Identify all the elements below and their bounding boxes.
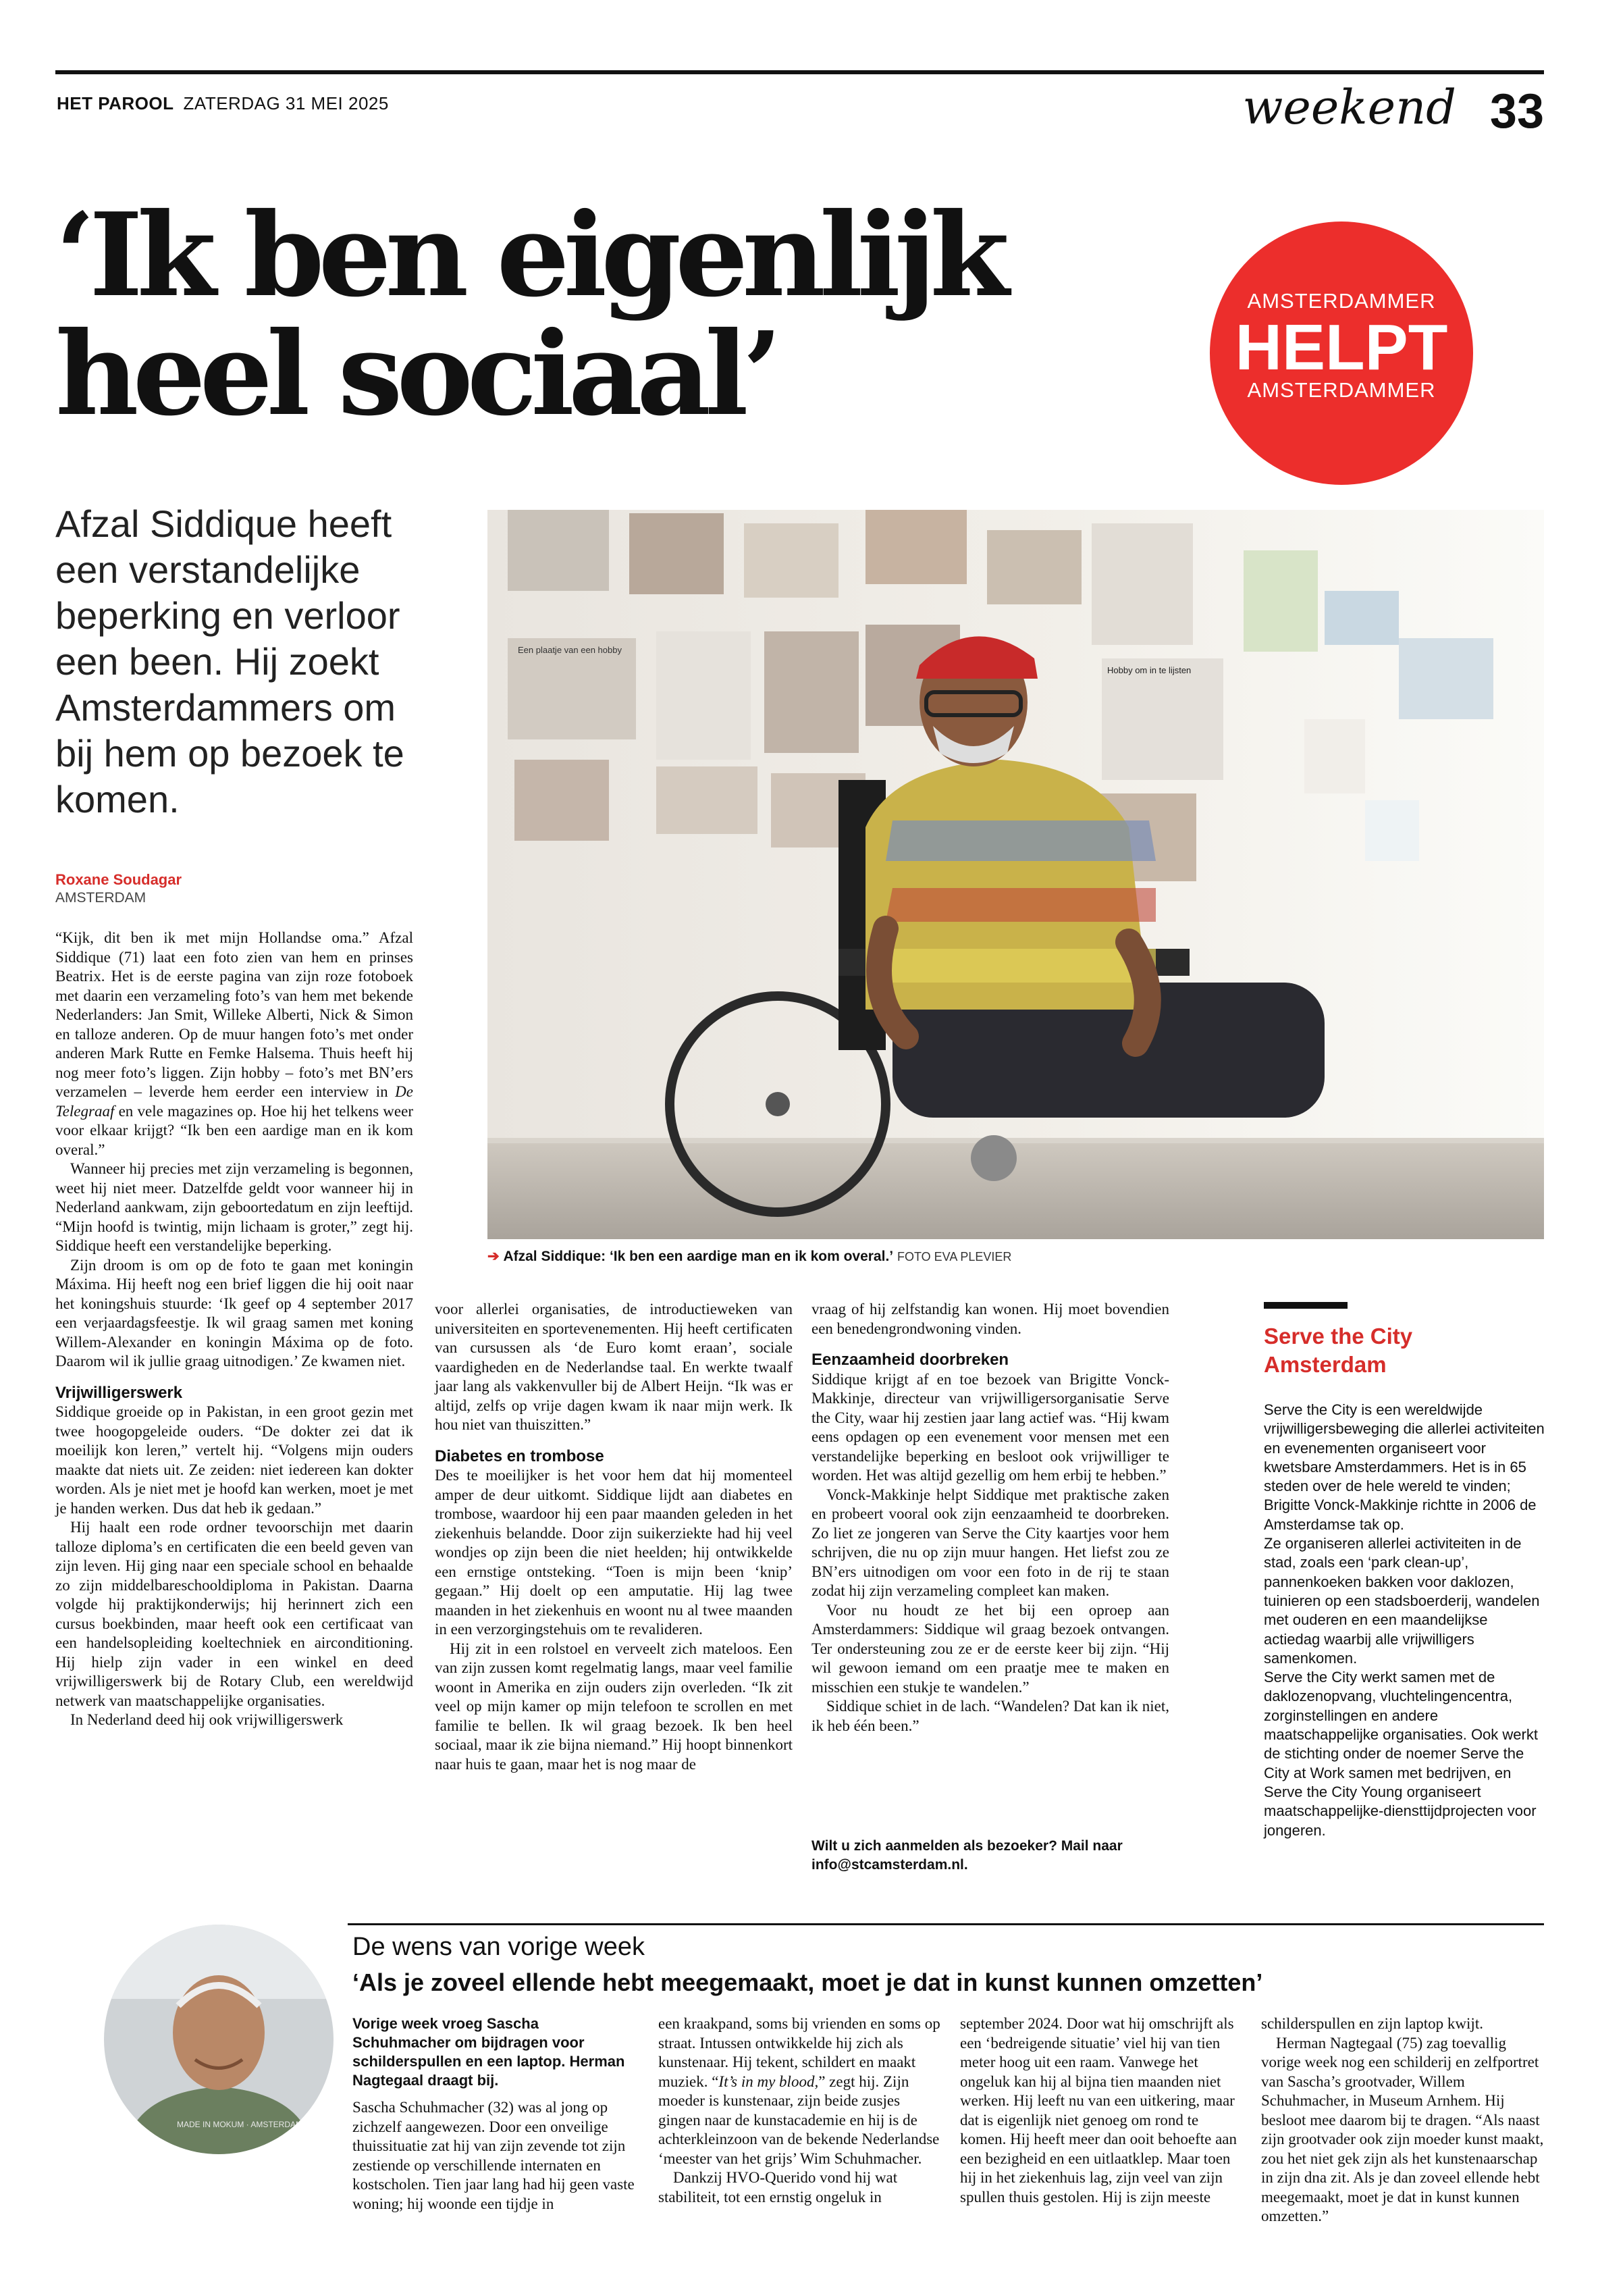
article-paragraph: In Nederland deed hij ook vrijwilligerswerk	[70, 1711, 344, 1728]
intro: Afzal Siddique heeft een verstandelijke beperking en verloor een been. Hij zoekt Amsterdammers om bij hem op bezoek te komen.	[55, 502, 404, 820]
main-photo	[487, 510, 1544, 1239]
shirt-print: MADE IN MOKUM · AMSTERDAM	[177, 2120, 303, 2129]
clipping-label-1: Een plaatje van een hobby	[518, 645, 622, 655]
page-number: 33	[1489, 84, 1544, 138]
wish-rule	[348, 1923, 1544, 1925]
photo-wheelchair-man	[487, 510, 1544, 1239]
wish-paragraph: een kraakpand, soms bij vrienden en soms op straat. Intussen ontwikkelde hij zich als kunstenaar. Hij tekent, schildert en maakt muziek. “It’s in my blood,” zegt hij. Zijn moeder is kunstenaar, zijn beide zusjes gingen naar de kunstacademie en hij is de achterkleinzoon van de bekende Nederlandse ‘meester van het grijs’ Wim Schuhmacher.	[658, 2015, 940, 2167]
subheading: Eenzaamheid doorbreken	[811, 1351, 1009, 1369]
article-column-1	[55, 929, 413, 1730]
sidebar-paragraph: Ze organiseren allerlei activiteiten in de stad, zoals een ‘park clean-up’, pannenkoeken bakken voor daklozen, tuinieren op een stadsboerderij, wandelen met ouderen en een maandelijkse actiedag waarbij alle vrijwilligers samenkomen.	[1264, 1535, 1540, 1667]
wish-kicker: De wens van vorige week	[352, 1933, 645, 1961]
article-paragraph: Wanneer hij precies met zijn verzameling is begonnen, weet hij niet meer. Datzelfde geldt voor wanneer hij in Nederland aankwam, zijn geboortedatum en zijn leeftijd. “Mijn hoofd is twintig, mijn lichaam is groter,” zegt hij. Siddique heeft een verstandelijke beperking.	[55, 1160, 413, 1254]
wish-column-4	[1261, 2014, 1545, 2226]
headline	[55, 188, 1169, 442]
sidebar-body	[1264, 1401, 1547, 1840]
clipping-label-2: Hobby om in te lijsten	[1107, 665, 1192, 675]
badge-middle: HELPT	[1235, 311, 1448, 384]
caption-text: Afzal Siddique: ‘Ik ben een aardige man en ik kom overal.’	[503, 1249, 894, 1264]
signup-callout: Wilt u zich aanmelden als bezoeker? Mail naar info@stcamsterdam.nl.	[811, 1838, 1123, 1873]
article-paragraph: Des te moeilijker is het voor hem dat hij momenteel amper de deur uitkomt. Siddique lijdt aan diabetes en trombose, waardoor hij een paar maanden geleden in het ziekenhuis belandde. Door zijn suikerziekte had hij veel wondjes op zijn been die niet heelden; hij ontwikkelde een ernstige ontsteking. “Toen is mijn been ‘knip’ gegaan.” Hij doelt op een amputatie. Hij lag twee maanden in het ziekenhuis en woont nu al twee maanden in een verzorgingstehuis om te revalideren.	[435, 1467, 793, 1638]
sidebar-paragraph: Serve the City is een wereldwijde vrijwilligersbeweging die allerlei activiteiten en evenementen organiseert voor kwetsbare Amsterdammers. Het is in 65 steden over de hele wereld te vinden; Brigitte Vonck-Makkinje richtte in 2006 de Amsterdamse tak op.	[1264, 1401, 1545, 1533]
wish-paragraph: Sascha Schuhmacher (32) was al jong op zichzelf aangewezen. Door een onveilige thuissituatie zat hij van zijn zevende tot zijn zestiende op verschillende internaten en kostscholen. Tien jaar lang had hij geen vaste woning; hij woonde een tijdje in	[352, 2099, 635, 2212]
section-name: weekend	[1242, 80, 1456, 135]
wish-paragraph: september 2024. Door wat hij omschrijft als een ‘bedreigende situatie’ viel hij van tien meter hoog uit een raam. Vanwege het ongeluk kan hij al bijna tien maanden niet werken. Hij leeft nu van een uitkering, maar dat is eigenlijk niet genoeg om rond te komen. Hij heeft meer dan ooit behoefte aan een bezigheid en een uitlaatklep. Maar toen hij in het ziekenhuis lag, zijn veel van zijn spullen thuis gestolen. Hij is zijn meeste	[960, 2015, 1237, 2206]
subheading: Vrijwilligerswerk	[55, 1383, 183, 1402]
dateline-location: AMSTERDAM	[55, 890, 147, 906]
wish-column-1	[352, 2014, 636, 2214]
wish-column-3	[960, 2014, 1244, 2207]
article-paragraph: Siddique groeide op in Pakistan, in een groot gezin met twee hoogopgeleide ouders. “De dokter zei dat ik moeilijk kon leren,” vertelt hij. “Volgens mijn ouders maakte dat niets uit. Ze zeiden: niet iedereen kan dokter worden. Als je niet met je hoofd kan werken, moet je met je handen werken. Dus dat heb ik gedaan.”	[55, 1403, 413, 1517]
arrow-right-icon: ➔	[487, 1249, 500, 1264]
subheading: Diabetes en trombose	[435, 1446, 604, 1465]
article-paragraph: Siddique schiet in de lach. “Wandelen? Dat kan ik niet, ik heb één been.”	[811, 1698, 1169, 1734]
article-paragraph: vraag of hij zelfstandig kan wonen. Hij moet bovendien een benedengrondwoning vinden.	[811, 1301, 1169, 1337]
article-column-2	[435, 1300, 793, 1774]
article-paragraph: Hij haalt een rode ordner tevoorschijn met daarin talloze diploma’s en certificaten die een beeld geven van zijn leven. Hij ging naar een speciale school en behaalde zo zijn middelbareschooldiploma in Pakistan. Daarna volgde hij praktijkonderwijs; hij herinnert zich een cursus boekbinden, maar heeft ook een certificaat van een handelsopleiding koeltechniek en airconditioning. Hij hielp zijn vader in een winkel en deed vrijwilligerswerk bij de Rotary Club, een wereldwijd netwerk van maatschappelijke organisaties.	[55, 1519, 413, 1709]
wish-headline: ‘Als je zoveel ellende hebt meegemaakt, moet je dat in kunst kunnen omzetten’	[352, 1968, 1263, 1996]
wish-paragraph: Dankzij HVO-Querido vond hij wat stabiliteit, tot een ernstig ongeluk in	[658, 2169, 898, 2206]
sidebar-paragraph: Serve the City werkt samen met de daklozenopvang, vluchtelingencentra, zorginstellingen en andere maatschappelijke organisaties. Ook werkt de stichting onder de noemer Serve the City at Work samen met bedrijven, en Serve the City Young organiseert maatschappelijke-diensttijdprojecten voor jongeren.	[1264, 1669, 1538, 1839]
portrait-man	[104, 1925, 334, 2154]
headline-line-1: ‘Ik ben eigenlijk	[55, 188, 1004, 323]
article-paragraph: Vonck-Makkinje helpt Siddique met praktische zaken en probeert vooral ook zijn eenzaamheid te doorbreken. Zo liet ze jongeren van Serve the City kaartjes voor hem schrijven, die nu op zijn muur hangen. Het liefst zou ze BN’ers uitnodigen om voor een foto in de rij te staan zodat hij zijn verzameling compleet kan maken.	[811, 1486, 1169, 1599]
article-paragraph: “Kijk, dit ben ik met mijn Hollandse oma.” Afzal Siddique (71) laat een foto zien van hem en prinses Beatrix. Het is de eerste pagina van zijn roze fotoboek met daarin een verzameling foto’s van hem met bekende Nederlanders: Jan Smit, Willeke Alberti, Nick & Simon en talloze anderen. Op de muur hangen foto’s met onder anderen Mark Rutte en Femke Halsema. Thuis heeft hij nog meer foto’s liggen. Zijn hobby – foto’s met BN’ers verzamelen – leverde hem eerder een interview in De Telegraaf en vele magazines op. Hoe hij het telkens weer voor elkaar krijgt? “Ik ben een aardige man en ik kom overal.”	[55, 929, 413, 1158]
sidebar-title: Serve the City Amsterdam	[1264, 1324, 1413, 1377]
wish-paragraph: Herman Nagtegaal (75) zag toevallig vorige week nog een schilderij en zelfportret van Sascha’s grootvader, Willem Schuhmacher, in Museum Arnhem. Hij besloot mee daarom bij te dragen. “Als naast zijn grootvader ook zijn moeder kunst maakt, zou het niet gek zijn als het kunstenaarschap in zijn dna zit. Als je dan zoveel ellende hebt meegemaakt, moet je dat in kunst kunnen omzetten.”	[1261, 2034, 1544, 2224]
photo-credit: FOTO EVA PLEVIER	[897, 1250, 1012, 1263]
sidebar-rule	[1264, 1302, 1348, 1309]
wish-paragraph: schilderspullen en zijn laptop kwijt.	[1261, 2015, 1483, 2032]
portrait-photo	[104, 1925, 334, 2154]
wish-lead: Vorige week vroeg Sascha Schuhmacher om bijdragen voor schilderspullen en een laptop. Herman Nagtegaal draagt bij.	[352, 2015, 625, 2089]
article-paragraph: Zijn droom is om op de foto te gaan met koningin Máxima. Hij heeft nog een brief liggen die hij ooit naar het koningshuis stuurde: ‘Ik geef op 4 september 2017 een verjaardagsfeestje. Ik wil graag samen met koning Willem-Alexander en koningin Máxima op de foto. Daarom wil ik jullie graag uitnodigen.’ Ze kwamen niet.	[55, 1256, 413, 1369]
article-paragraph: Siddique krijgt af en toe bezoek van Brigitte Vonck-Makkinje, directeur van vrijwilligersorganisatie Serve the City, waar hij zestien jaar lang actief was. “Hij kwam eens opdagen op een evenement voor mensen met een verstandelijke beperking en besloot ook vrijwilliger te worden. Het was altijd gezellig om hem erbij te hebben.”	[811, 1370, 1169, 1484]
top-rule	[55, 70, 1544, 74]
wish-column-2	[658, 2014, 942, 2207]
photo-caption	[487, 1248, 1011, 1265]
badge-bottom: AMSTERDAMMER	[1247, 378, 1436, 402]
series-badge	[1210, 221, 1473, 485]
author-name: Roxane Soudagar	[55, 871, 182, 888]
badge-top: AMSTERDAMMER	[1247, 289, 1436, 313]
headline-line-2: heel sociaal’	[55, 307, 776, 442]
article-paragraph: Voor nu houdt ze het bij een oproep aan Amsterdammers: Siddique wil graag bezoek ontvangen. Ter ondersteuning zou ze er de eerste keer bij zijn. “Hij wil gewoon iemand om een praatje mee te maken en misschien een stukje te wandelen.”	[811, 1601, 1169, 1696]
article-column-3	[811, 1300, 1169, 1736]
article-paragraph: Hij zit in een rolstoel en verveelt zich mateloos. Een van zijn zussen komt regelmatig langs, maar veel familie woont in Amerika en zijn ouders zijn overleden. “Ik zit veel op mijn kamer op mijn telefoon te scrollen en met familie te bellen. Ik wil graag bezoek. Ik ben heel sociaal, maar ik zie bijna niemand.” Hij hoopt binnenkort naar huis te gaan, maar het is nog maar de	[435, 1640, 793, 1773]
issue-date: ZATERDAG 31 MEI 2025	[183, 93, 389, 113]
masthead	[57, 93, 389, 114]
paper-name: HET PAROOL	[57, 93, 174, 113]
article-paragraph: voor allerlei organisaties, de introductieweken van universiteiten en sportevenementen. Hij heeft certificaten van cursussen als ‘de Euro komt eraan’, sociale vaardigheden en de Nederlandse taal. En werkte twaalf jaar lang als vakkenvuller bij de Albert Heijn. “Ik was er altijd, zelfs op vrije dagen kwam ik naar mijn werk. Ik hou niet van thuiszitten.”	[435, 1301, 793, 1433]
